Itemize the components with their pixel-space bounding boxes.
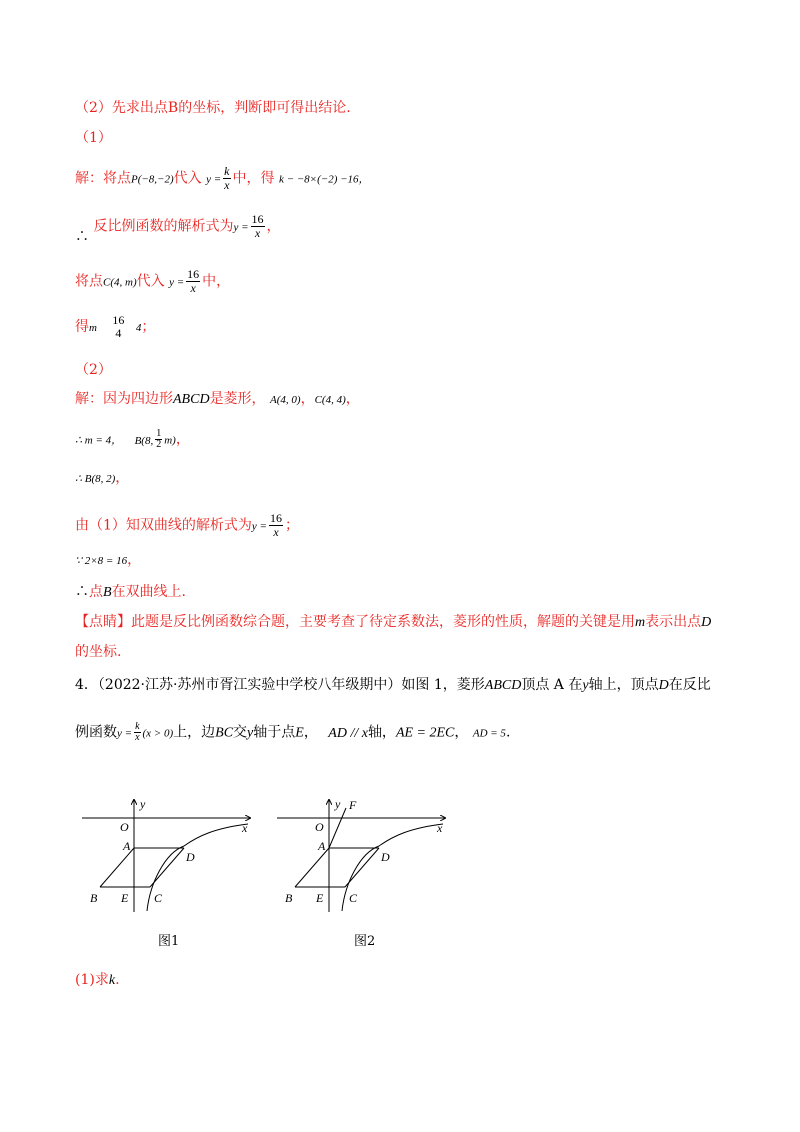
hint-line-2: （2）先求出点B的坐标，判断即可得出结论. <box>75 100 351 116</box>
problem-4-line-2: 例函数y = $\frac{k}{x}$ (x > 0)上，边BC交y轴于点E， AD // x轴，AE = 2EC， AD = 5. <box>75 721 511 743</box>
segment-dc <box>150 848 184 887</box>
label-f: F <box>349 798 357 812</box>
comment-line-1: 【点睛】此题是反比例函数综合题，主要考查了待定系数法，菱形的性质，解题的关键是用m表示出点D <box>75 614 712 630</box>
solution-part2-intro: 解：因为四边形ABCD是菱形， A(4, 0)，C(4, 4)， <box>75 391 360 407</box>
label-y: y <box>335 798 341 811</box>
solution-step-b-value: ∴ B(8, 2)， <box>75 470 130 486</box>
segment-ab <box>100 848 134 887</box>
solution-step-substitute-c: 将点C(4, m)代入 y = $\frac{16}{x}$ 中， <box>75 267 231 295</box>
solution-step-hyperbola: 由（1）知双曲线的解析式为y = $\frac{16}{x}$ ； <box>75 511 299 539</box>
label-d: D <box>381 850 390 864</box>
label-e: E <box>316 891 324 905</box>
hyperbola-curve <box>147 824 248 911</box>
part-2-label: （2） <box>75 362 112 378</box>
question-1: (1)求k. <box>75 972 120 988</box>
segment-af <box>329 808 346 848</box>
label-x: x <box>242 821 248 835</box>
segment-dc <box>345 848 379 887</box>
label-b: B <box>90 891 98 905</box>
figure-2-caption: 图2 <box>354 934 376 949</box>
label-c: C <box>154 891 163 905</box>
figure-1-caption: 图1 <box>158 934 180 949</box>
solution-step-substitute-p: 解：将点P(−8,−2)代入 y = $\frac{k}{x}$ 中，得 k − −8×(−2) −16， <box>75 164 370 192</box>
solution-step-check: ∵ 2×8 = 16， <box>75 552 142 568</box>
solution-step-m-value: 得m 16 4 4； <box>75 313 156 340</box>
solution-step-function: ∴ 反比例函数的解析式为y = $\frac{16}{x}$ ， <box>75 212 281 245</box>
label-a: A <box>318 839 326 853</box>
comment-line-2: 的坐标. <box>75 644 122 660</box>
label-a: A <box>123 839 131 853</box>
problem-4-line-1: 4．（2022·江苏·苏州市胥江实验中学校八年级期中）如图 1，菱形ABCD顶点 A 在y轴上，顶点D在反比 <box>75 677 711 693</box>
label-o: O <box>120 820 129 834</box>
label-b: B <box>285 891 293 905</box>
label-c: C <box>349 891 358 905</box>
part-1-label: （1） <box>75 130 112 146</box>
solution-step-b-coords: ∴ m = 4， B(8, $\frac{1}{2}$ m)， <box>75 428 190 450</box>
hyperbola-curve <box>342 824 443 911</box>
solution-conclusion: ∴点B在双曲线上. <box>75 584 187 600</box>
segment-ab <box>295 848 329 887</box>
label-x: x <box>437 821 443 835</box>
label-e: E <box>121 891 129 905</box>
label-y: y <box>140 798 146 811</box>
figure-2 <box>275 798 455 932</box>
figure-1 <box>80 798 260 932</box>
label-o: O <box>315 820 324 834</box>
label-d: D <box>186 850 195 864</box>
